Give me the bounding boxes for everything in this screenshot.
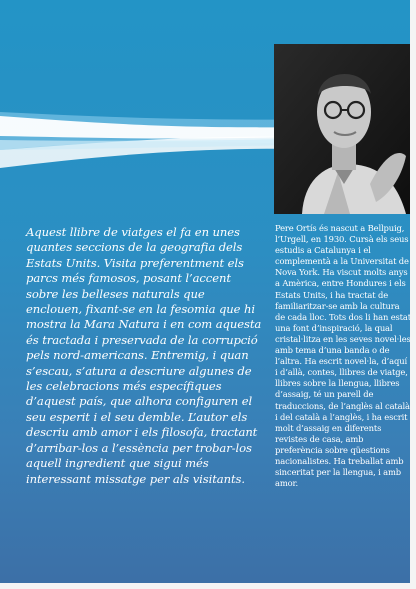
book-blurb: Aquest llibre de viatges el fa en unes quantes seccions de la geografia dels Estats Units. Visita preferentment els parcs més famosos, posant l’accent sobre les belleses naturals que enclouen, fixant-se en la fesomia que hi mostra la Mara Natura i en com aquesta és tractada i preservada de la corrupció pels nord-americans. Entremig, i quan s’escau, s’atura a descriure algunes de les celebracions més específiques d’aquest país, que alhora configuren el seu esperit i el seu demble. L’autor els descriu amb amor i els filosofa, tractant d’arribar-los a l’essència per trobar-los aquell ingredient que sigui més interessant missatge per als visitants. — [26, 225, 262, 486]
author-bio: Pere Ortís és nascut a Bellpuig, l’Urgell, en 1930. Cursà els seus estudis a Catalunya i el complementà a la Universitat de Nova York. Ha viscut molts anys a Amèrica, entre Hondures i els Estats Units, i ha tractat de familiaritzar-se amb la cultura de cada lloc. Tots dos li han estat una font d’inspiració, la qual cristal·litza en les seves novel·les amb tema d’una banda o de l’altra. Ha escrit novel·la, d’aquí i d’allà, contes, llibres de viatge, llibres sobre la llengua, llibres d’assaig, té un parell de traduccions, de l’anglès al català i del català a l’anglès, i ha escrit molt d’assaig en diferents revistes de casa, amb preferència sobre qüestions nacionalistes. Ha treballat amb sinceritat per la llengua, i amb amor. — [275, 223, 411, 489]
